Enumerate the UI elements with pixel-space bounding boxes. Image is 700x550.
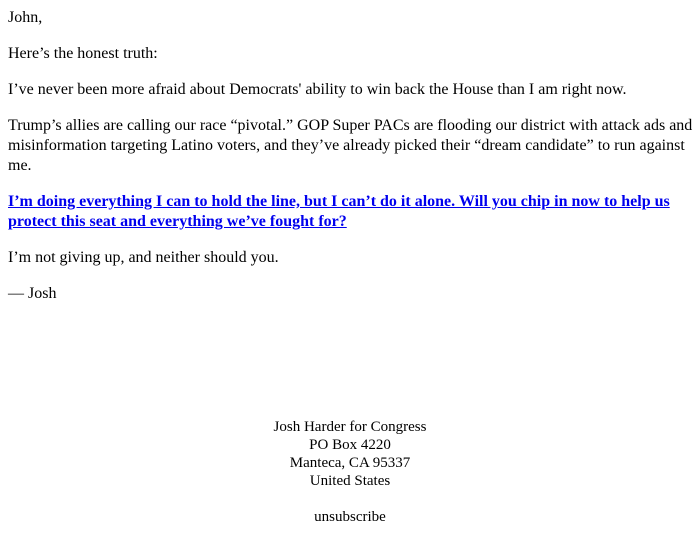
unsubscribe-link[interactable]: unsubscribe <box>314 509 386 525</box>
footer-city-state-zip: Manteca, CA 95337 <box>289 455 411 471</box>
closing-paragraph: I’m not giving up, and neither should you. <box>8 249 279 266</box>
email-body <box>8 8 696 320</box>
footer-po-box: PO Box 4220 <box>309 437 391 453</box>
cta-paragraph <box>8 192 696 232</box>
greeting: John, <box>8 9 43 26</box>
threat-paragraph: Trump’s allies are calling our race “pivotal.” GOP Super PACs are flooding our district with attack ads and misinformation targeting Latino voters, and they’ve already picked their “dream candidate” to run against me. <box>8 117 693 174</box>
footer-country: United States <box>309 473 391 489</box>
footer-org: Josh Harder for Congress <box>273 419 427 435</box>
signature: — Josh <box>8 285 57 302</box>
fear-paragraph: I’ve never been more afraid about Democrats' ability to win back the House than I am right now. <box>8 81 627 98</box>
email-footer <box>0 418 700 526</box>
donate-cta-link[interactable]: I’m doing everything I can to hold the line, but I can’t do it alone. Will you chip in now to help us protect this seat and everything we’ve fought for? <box>8 193 670 230</box>
intro-paragraph: Here’s the honest truth: <box>8 45 158 62</box>
